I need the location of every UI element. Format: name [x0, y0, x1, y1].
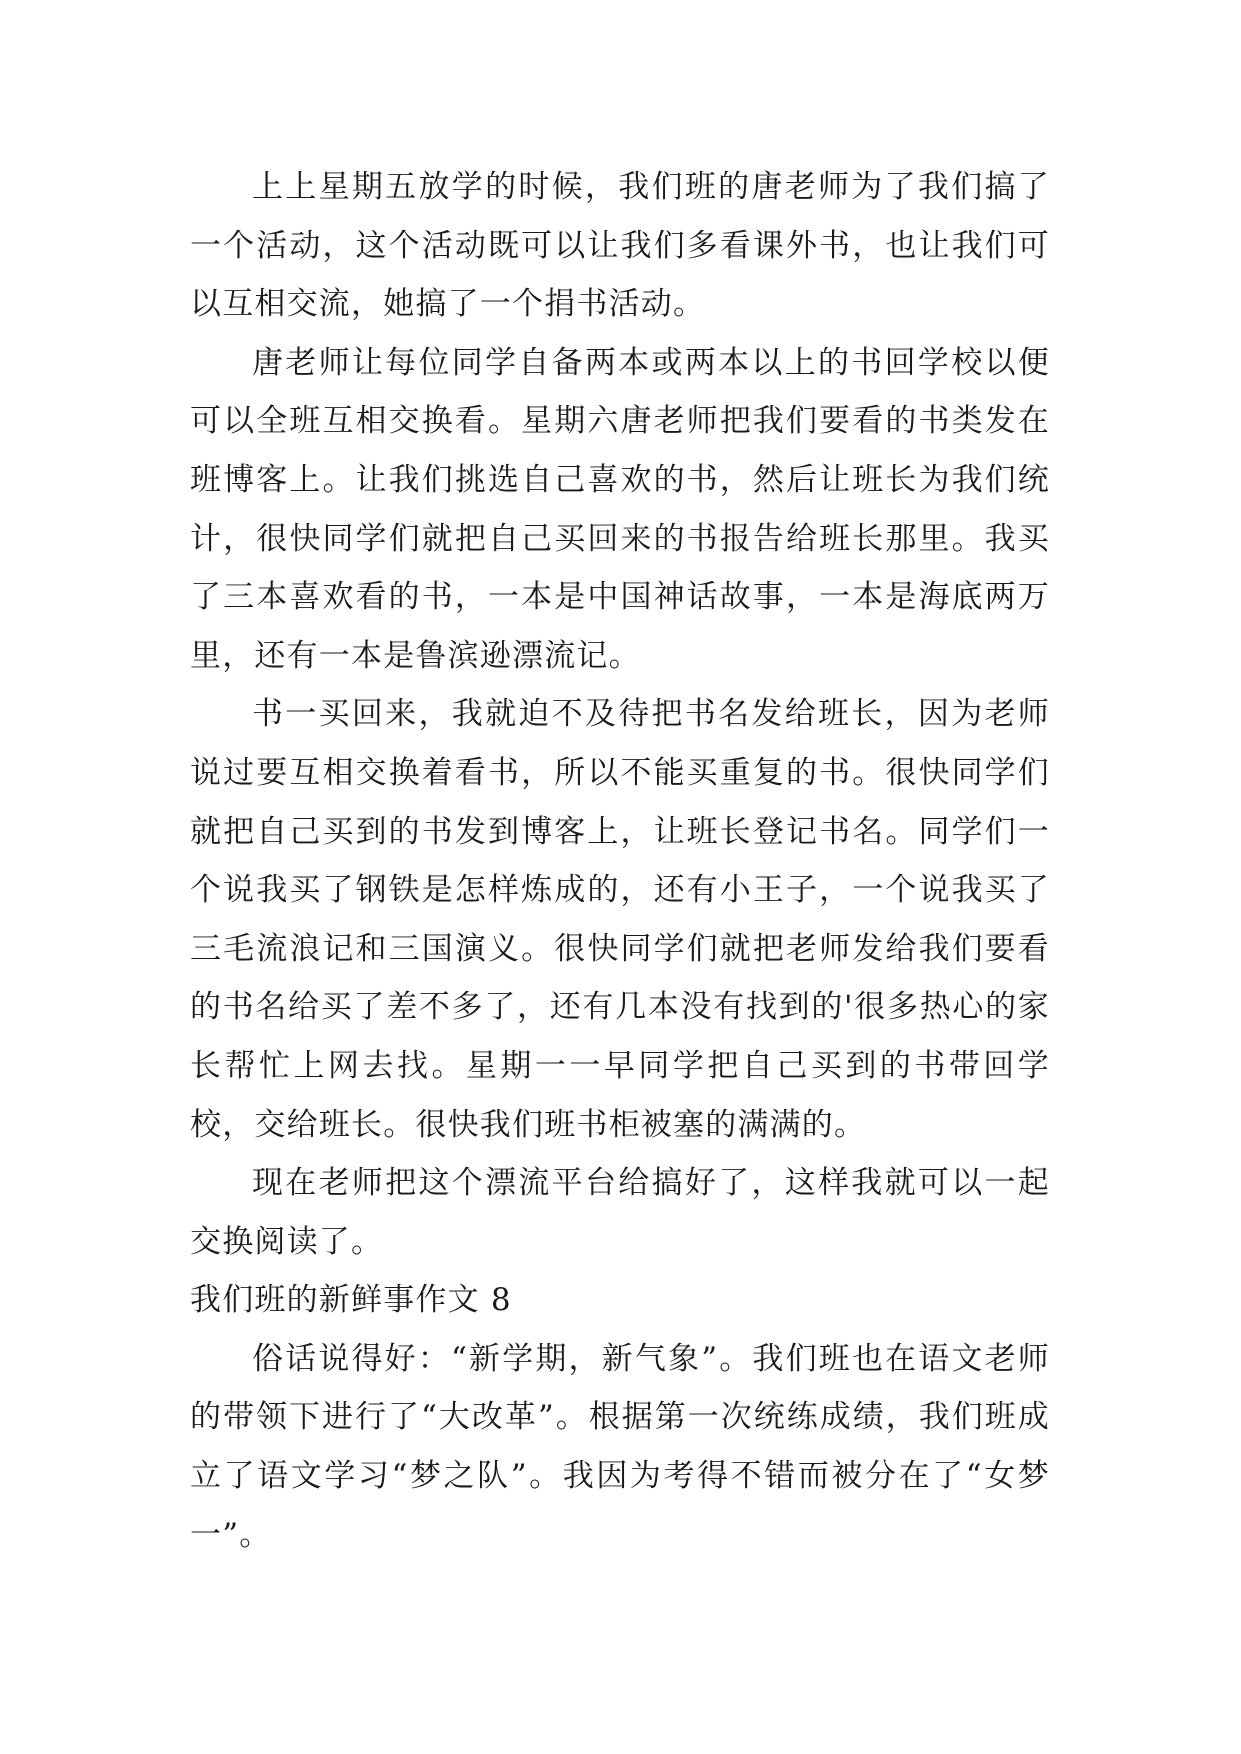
- paragraph-3: 书一买回来，我就迫不及待把书名发给班长，因为老师说过要互相交换着看书，所以不能买重复的书。很快同学们就把自己买到的书发到博客上，让班长登记书名。同学们一个说我买了钢铁是怎样炼成的，还有小王子，一个说我买了三毛流浪记和三国演义。很快同学们就把老师发给我们要看的书名给买了差不多了，还有几本没有找到的'很多热心的家长帮忙上网去找。星期一一早同学把自己买到的书带回学校，交给班长。很快我们班书柜被塞的满满的。: [190, 696, 1050, 1143]
- document-body: [190, 158, 1050, 1564]
- paragraph-5: 俗话说得好：“新学期，新气象”。我们班也在语文老师的带领下进行了“大改革”。根据第一次统练成绩，我们班成立了语文学习“梦之队”。我因为考得不错而被分在了“女梦一”。: [190, 1340, 1050, 1553]
- paragraph-4: 现在老师把这个漂流平台给搞好了，这样我就可以一起交换阅读了。: [190, 1165, 1050, 1260]
- paragraph-2: 唐老师让每位同学自备两本或两本以上的书回学校以便可以全班互相交换看。星期六唐老师把我们要看的书类发在班博客上。让我们挑选自己喜欢的书，然后让班长为我们统计，很快同学们就把自己买回来的书报告给班长那里。我买了三本喜欢看的书，一本是中国神话故事，一本是海底两万里，还有一本是鲁滨逊漂流记。: [190, 344, 1050, 674]
- paragraph-1: 上上星期五放学的时候，我们班的唐老师为了我们搞了一个活动，这个活动既可以让我们多看课外书，也让我们可以互相交流，她搞了一个捐书活动。: [190, 169, 1050, 323]
- section-heading: 我们班的新鲜事作文 8: [190, 1282, 512, 1319]
